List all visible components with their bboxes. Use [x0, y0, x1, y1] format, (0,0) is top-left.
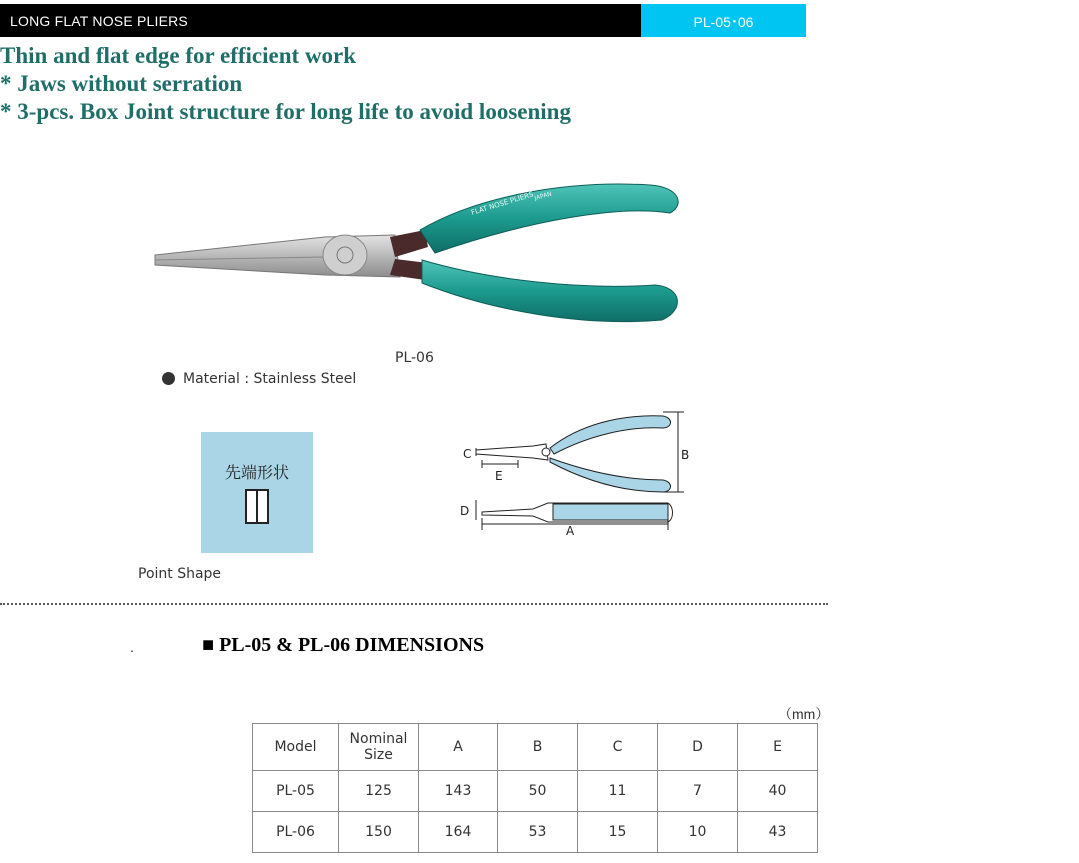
column-header-line: Nominal: [349, 731, 408, 747]
column-header: D: [658, 724, 738, 771]
feature-item: * 3-pcs. Box Joint structure for long life to avoid loosening: [0, 99, 571, 124]
header-code-panel: [641, 4, 806, 37]
table-cell: 43: [738, 812, 818, 853]
feature-headline: Thin and flat edge for efficient work: [0, 43, 357, 68]
table-cell: 10: [658, 812, 738, 853]
dimension-diagram: [458, 408, 693, 538]
dimensions-title: ■ PL-05 & PL-06 DIMENSIONS: [202, 634, 485, 656]
table-cell: 7: [658, 771, 738, 812]
model-caption: PL-06: [395, 350, 434, 366]
table-cell: 53: [498, 812, 578, 853]
table-cell: PL-05: [253, 771, 339, 812]
dimension-label-b: B: [681, 448, 690, 462]
column-header: Model: [253, 724, 339, 771]
dimensions-table: [252, 723, 818, 853]
header-title: LONG FLAT NOSE PLIERS: [10, 13, 188, 29]
dimension-label-e: E: [495, 469, 503, 483]
table-row: [253, 812, 818, 853]
header-title-panel: [0, 4, 641, 37]
feature-item: * Jaws without serration: [0, 71, 243, 96]
table-cell: 164: [419, 812, 498, 853]
table-row: [253, 771, 818, 812]
table-cell: 150: [339, 812, 419, 853]
point-shape-icon: [201, 432, 313, 553]
column-header: A: [419, 724, 498, 771]
dotted-divider: [0, 603, 828, 605]
dimensions-prefix: .: [130, 639, 134, 655]
table-cell: 143: [419, 771, 498, 812]
column-header: B: [498, 724, 578, 771]
handle-print-text: JAPAN: [533, 190, 553, 202]
point-shape-box: [201, 432, 313, 553]
header-bar: [0, 4, 806, 37]
dimension-label-d: D: [460, 504, 470, 518]
table-cell: 125: [339, 771, 419, 812]
column-header: [339, 724, 419, 771]
column-header-line: Size: [364, 747, 393, 763]
point-shape-label: 先端形状: [224, 463, 289, 482]
table-cell: 15: [578, 812, 658, 853]
handle-print-text: FLAT NOSE PLIERS: [470, 190, 535, 217]
table-cell: 40: [738, 771, 818, 812]
dimension-label-a: A: [566, 524, 575, 538]
product-code: PL-05･06: [693, 14, 754, 30]
column-header: E: [738, 724, 818, 771]
table-cell: 50: [498, 771, 578, 812]
table-header-row: [253, 724, 818, 771]
unit-label: （mm）: [778, 706, 830, 722]
dimension-label-c: C: [463, 447, 472, 461]
table-cell: 11: [578, 771, 658, 812]
material-text: Material : Stainless Steel: [183, 371, 357, 387]
column-header: C: [578, 724, 658, 771]
bullet-icon: [162, 372, 175, 385]
table-cell: PL-06: [253, 812, 339, 853]
pliers-photo: [150, 175, 690, 335]
point-shape-caption: Point Shape: [138, 566, 222, 582]
